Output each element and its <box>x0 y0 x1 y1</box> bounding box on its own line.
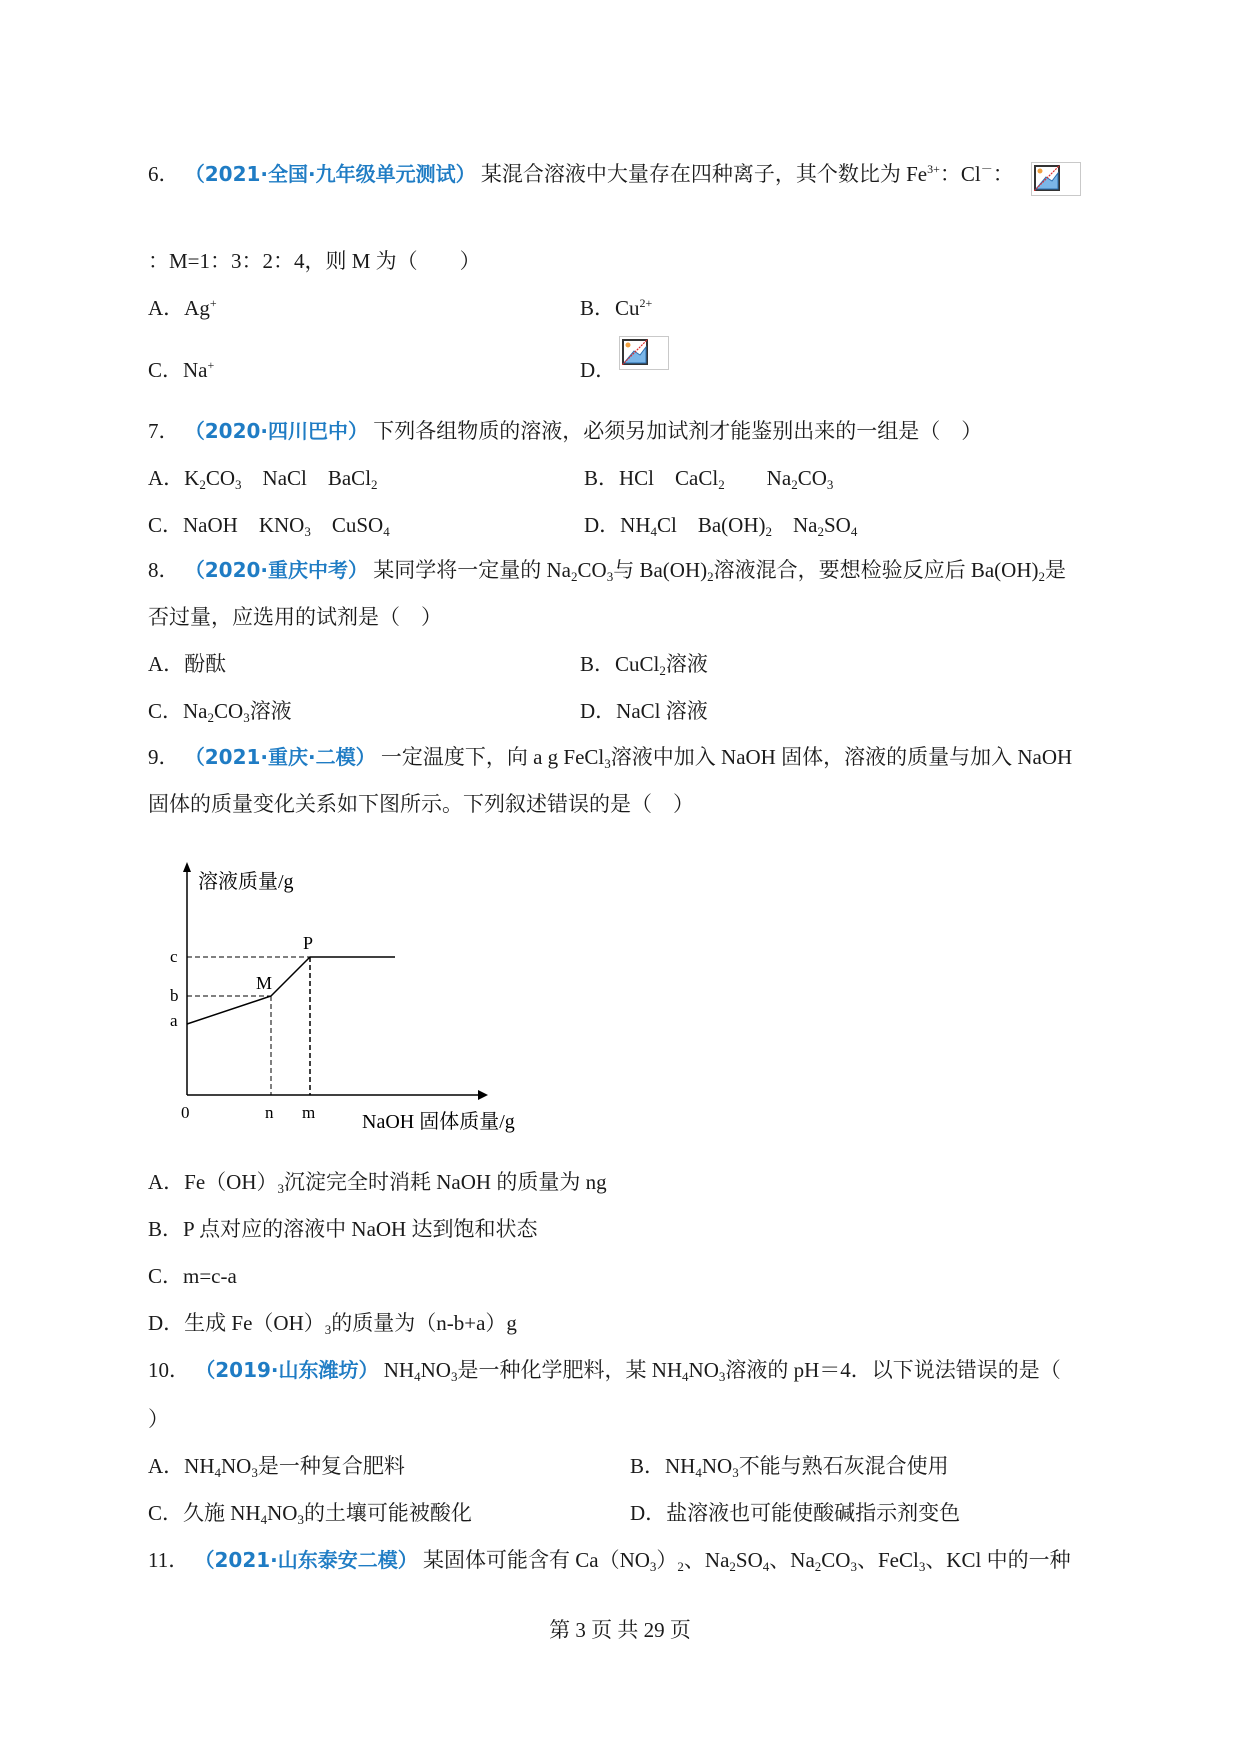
charge: + <box>207 358 215 372</box>
option-text: 溶液 <box>665 652 708 676</box>
charge: － <box>980 162 993 176</box>
option-text: D．NH <box>584 513 651 537</box>
charge: 2+ <box>639 296 653 310</box>
y-axis-arrow-icon <box>183 862 191 872</box>
stem-text: 一定温度下，向 a g FeCl <box>380 745 605 769</box>
stem-text: 与 Ba(OH) <box>613 558 708 582</box>
option-b[interactable] <box>580 294 652 322</box>
subscript: 4 <box>762 1559 770 1574</box>
subscript: 4 <box>414 1369 421 1384</box>
subscript: 3 <box>604 756 611 771</box>
question-8-stem-line2: 否过量，应选用的试剂是（ ） <box>148 605 442 629</box>
x-axis-arrow-icon <box>478 1090 488 1100</box>
question-9-stem <box>148 743 1072 771</box>
subscript: 2 <box>571 569 578 584</box>
stem-text: 溶液的 pH＝4．以下说法错误的是（ <box>725 1358 1061 1382</box>
option-text: Na <box>772 513 818 537</box>
subscript: 3 <box>732 1465 739 1480</box>
option-text: NaCl BaCl <box>241 466 372 490</box>
option-text: A．K <box>148 466 200 490</box>
option-label: C．Na <box>148 358 208 382</box>
question-9-stem-line2: 固体的质量变化关系如下图所示。下列叙述错误的是（ ） <box>148 792 694 816</box>
y-tick-b: b <box>170 986 179 1005</box>
question-number: 7． <box>148 419 180 443</box>
stem-text: 是 <box>1045 558 1067 582</box>
subscript: 3 <box>850 1559 857 1574</box>
question-source: （2021·重庆·二模） <box>184 745 376 769</box>
option-text: D．生成 Fe（OH） <box>148 1311 325 1335</box>
option-text: SO <box>824 513 851 537</box>
question-source: （2019·山东潍坊） <box>195 1358 379 1382</box>
stem-text: ： <box>992 162 1014 186</box>
subscript: 3 <box>918 1559 926 1574</box>
charge: 3+ <box>927 162 940 176</box>
option-a[interactable] <box>148 1452 405 1480</box>
question-number: 8． <box>148 558 180 582</box>
subscript: 3 <box>297 1512 304 1527</box>
option-d[interactable] <box>148 1309 517 1337</box>
stem-text: 溶液混合，要想检验反应后 Ba(OH) <box>713 558 1039 582</box>
option-text: B．CuCl <box>580 652 660 676</box>
option-d[interactable] <box>584 511 857 539</box>
subscript: 3 <box>304 524 311 539</box>
question-source: （2021·山东泰安二模） <box>194 1548 418 1572</box>
option-b[interactable]: B．P 点对应的溶液中 NaOH 达到饱和状态 <box>148 1217 538 1241</box>
page-footer: 第 3 页 共 29 页 <box>549 1618 691 1642</box>
subscript: 3 <box>649 1559 657 1574</box>
question-source: （2020·重庆中考） <box>184 558 369 582</box>
broken-image-icon <box>1031 162 1081 196</box>
question-8-stem <box>148 556 1066 584</box>
data-line <box>187 957 395 1024</box>
option-d[interactable]: D．NaCl 溶液 <box>580 699 708 723</box>
question-6-stem-line2: ：M=1：3：2：4，则 M 为（ ） <box>148 249 481 273</box>
option-text: CO <box>205 466 236 490</box>
question-7-stem <box>148 417 982 445</box>
option-text: CuSO <box>310 513 384 537</box>
stem-text: 某同学将一定量的 Na <box>373 558 572 582</box>
y-tick-c: c <box>170 947 178 966</box>
subscript: 3 <box>606 569 614 584</box>
point-m-label: M <box>256 973 273 993</box>
subscript: 2 <box>199 477 206 492</box>
subscript: 2 <box>817 524 824 539</box>
option-text: NO <box>267 1501 298 1525</box>
option-text: Na <box>724 466 792 490</box>
stem-text: SO <box>735 1548 763 1572</box>
stem-text: NO <box>420 1358 451 1382</box>
option-text: A．NH <box>148 1454 215 1478</box>
subscript: 4 <box>214 1465 221 1480</box>
charge: + <box>209 296 217 310</box>
stem-text: 是一种化学肥料，某 NH <box>457 1358 683 1382</box>
stem-text: 某固体可能含有 Ca（NO <box>423 1548 650 1572</box>
subscript: 4 <box>695 1465 702 1480</box>
question-source: （2020·四川巴中） <box>184 419 369 443</box>
x-tick-0: 0 <box>181 1103 190 1122</box>
subscript: 3 <box>277 1181 284 1196</box>
option-b[interactable] <box>630 1452 949 1480</box>
option-b[interactable] <box>584 464 833 492</box>
option-a[interactable] <box>148 464 378 492</box>
stem-text: NO <box>688 1358 719 1382</box>
subscript: 2 <box>677 1559 684 1574</box>
subscript: 2 <box>718 477 725 492</box>
question-source: （2021·全国·九年级单元测试） <box>184 162 476 186</box>
option-text: NO <box>221 1454 252 1478</box>
option-text: A．Fe（OH） <box>148 1170 278 1194</box>
subscript: 3 <box>243 710 250 725</box>
question-number: 10． <box>148 1358 190 1382</box>
option-text: C．Na <box>148 699 208 723</box>
subscript: 3 <box>324 1322 332 1337</box>
option-text: 的质量为（n-b+a）g <box>331 1311 517 1335</box>
subscript: 3 <box>450 1369 458 1384</box>
option-c[interactable]: C．m=c-a <box>148 1264 237 1288</box>
option-a[interactable] <box>148 1168 607 1196</box>
y-tick-a: a <box>170 1011 178 1030</box>
option-text: 溶液 <box>249 699 292 723</box>
subscript: 2 <box>814 1559 822 1574</box>
subscript: 4 <box>260 1512 268 1527</box>
question-number: 6． <box>148 162 180 186</box>
stem-text: CO <box>577 558 607 582</box>
subscript: 4 <box>682 1369 689 1384</box>
subscript: 4 <box>650 524 657 539</box>
question-number: 11． <box>148 1548 190 1572</box>
option-text: NO <box>701 1454 733 1478</box>
point-p-label: P <box>303 933 314 953</box>
subscript: 2 <box>1038 569 1046 584</box>
option-text: 是一种复合肥料 <box>257 1454 405 1478</box>
stem-text: 下列各组物质的溶液，必须另加试剂才能鉴别出来的一组是（ ） <box>373 419 983 443</box>
option-text: C．久施 NH <box>148 1501 261 1525</box>
subscript: 2 <box>707 569 714 584</box>
subscript: 4 <box>850 524 858 539</box>
x-tick-m: m <box>302 1103 316 1122</box>
option-text: C．NaOH KNO <box>148 513 305 537</box>
stem-text: CO <box>821 1548 851 1572</box>
option-c[interactable] <box>148 1499 472 1527</box>
subscript: 2 <box>791 477 798 492</box>
option-text: CO <box>214 699 244 723</box>
stem-text: 、Na <box>683 1548 730 1572</box>
option-text: B．HCl CaCl <box>584 466 719 490</box>
option-text: Cl Ba(OH) <box>657 513 766 537</box>
stem-text: 、KCl 中的一种 <box>925 1548 1071 1572</box>
option-text: 沉淀完全时消耗 NaOH 的质量为 ng <box>284 1170 607 1194</box>
stem-text: ） <box>656 1548 678 1572</box>
option-c[interactable] <box>148 511 390 539</box>
subscript: 4 <box>383 524 390 539</box>
option-a[interactable]: A．酚酞 <box>148 652 227 676</box>
subscript: 2 <box>729 1559 736 1574</box>
option-c[interactable] <box>148 697 292 725</box>
option-text: B．NH <box>630 1454 696 1478</box>
option-d[interactable] <box>580 356 616 384</box>
option-label: B．Cu <box>580 296 640 320</box>
stem-text: ：Cl <box>939 162 981 186</box>
question-10-stem-line2: ） <box>148 1407 169 1431</box>
option-a[interactable] <box>148 294 217 322</box>
option-text: 不能与熟石灰混合使用 <box>738 1454 949 1478</box>
stem-text: 、Na <box>769 1548 815 1572</box>
subscript: 2 <box>207 710 214 725</box>
x-axis-label: NaOH 固体质量/g <box>362 1111 515 1133</box>
broken-image-icon <box>619 336 669 370</box>
option-label: D． <box>580 358 617 382</box>
option-b[interactable] <box>580 650 708 678</box>
stem-text: 某混合溶液中大量存在四种离子，其个数比为 Fe <box>480 162 928 186</box>
question-10-stem <box>148 1356 1061 1384</box>
question-11-stem <box>148 1546 1071 1574</box>
option-d[interactable]: D．盐溶液也可能使酸碱指示剂变色 <box>630 1501 961 1525</box>
stem-text: 溶液中加入 NaOH 固体，溶液的质量与加入 NaOH <box>610 745 1073 769</box>
subscript: 3 <box>718 1369 726 1384</box>
stem-text: NH <box>383 1358 415 1382</box>
option-label: A．Ag <box>148 296 210 320</box>
subscript: 3 <box>235 477 242 492</box>
solution-mass-chart <box>150 860 550 1140</box>
subscript: 3 <box>826 477 834 492</box>
subscript: 2 <box>371 477 378 492</box>
option-c[interactable] <box>148 356 214 384</box>
y-axis-label: 溶液质量/g <box>198 871 294 893</box>
x-tick-n: n <box>265 1103 274 1122</box>
subscript: 3 <box>251 1465 258 1480</box>
stem-text: 、FeCl <box>856 1548 919 1572</box>
option-text: CO <box>797 466 827 490</box>
question-number: 9． <box>148 745 180 769</box>
subscript: 2 <box>765 524 772 539</box>
option-text: 的土壤可能被酸化 <box>303 1501 472 1525</box>
subscript: 2 <box>659 663 666 678</box>
question-6-stem <box>148 160 1014 188</box>
